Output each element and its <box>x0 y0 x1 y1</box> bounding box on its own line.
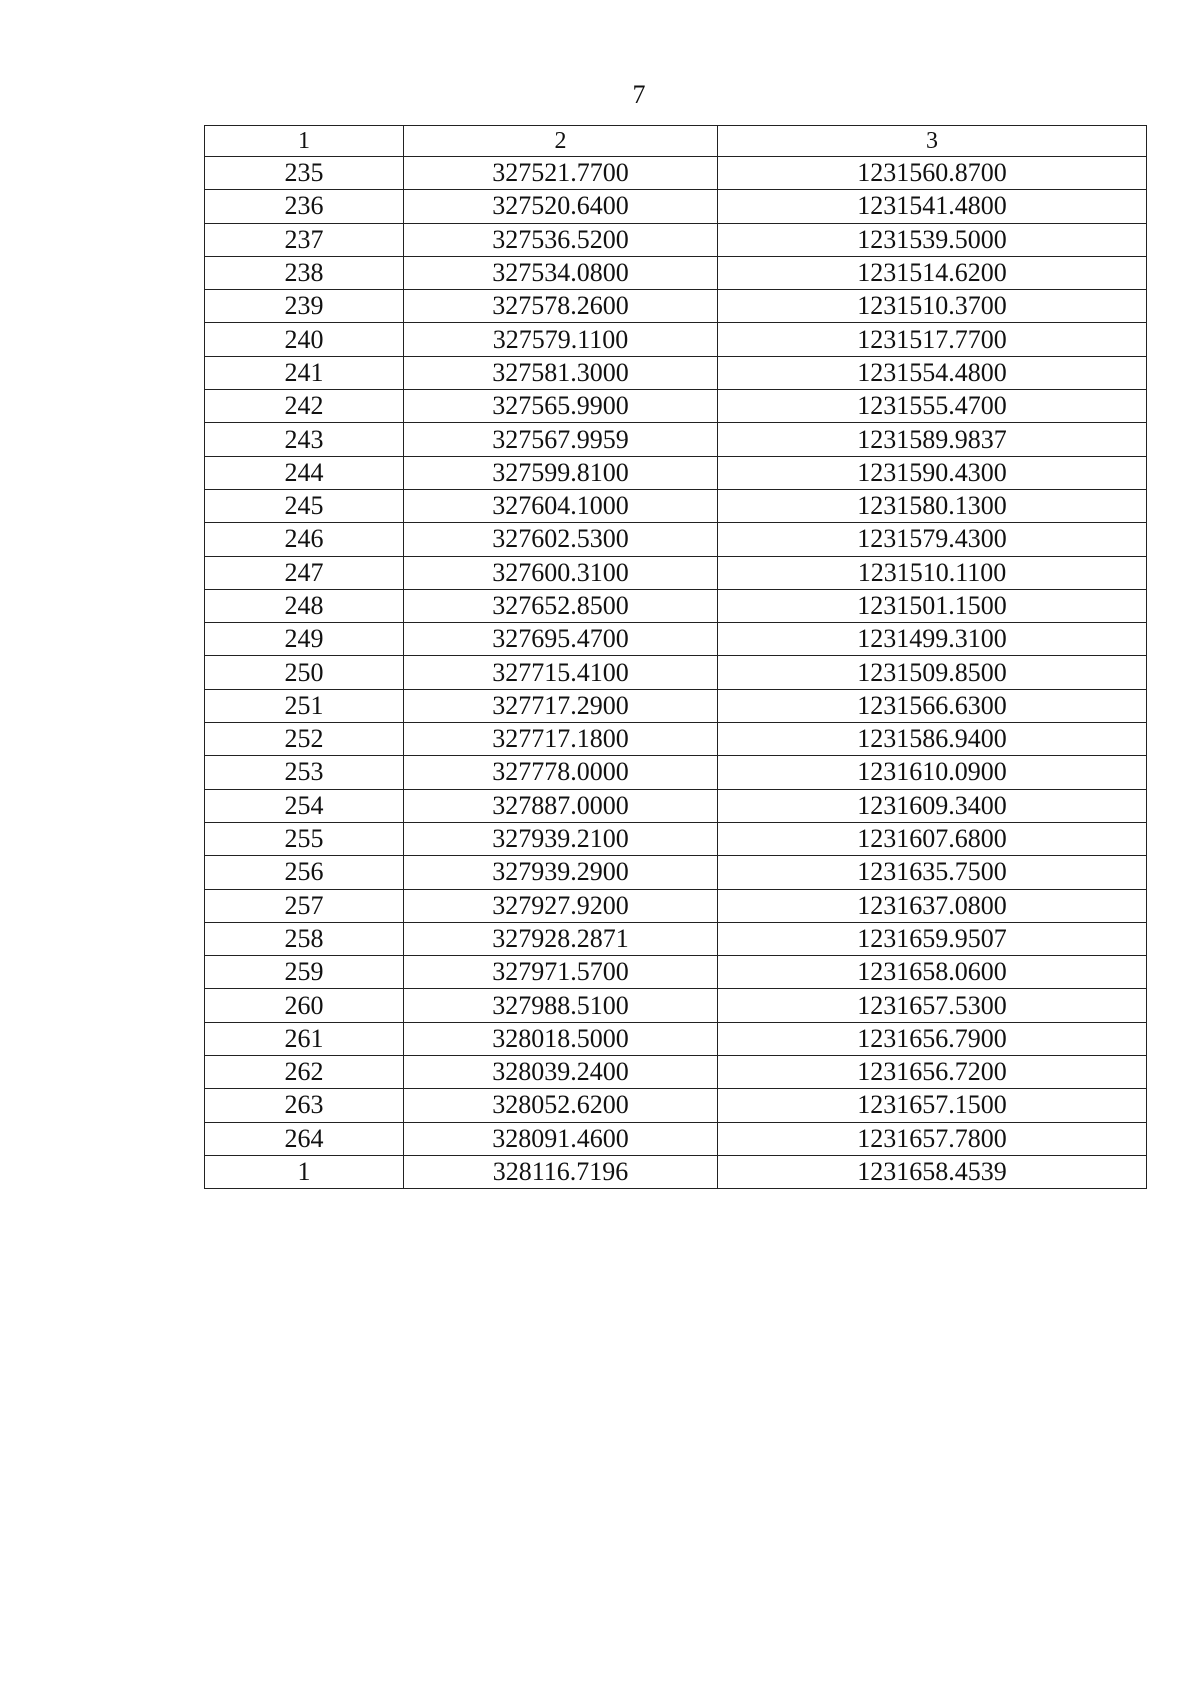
table-row <box>205 1089 1147 1122</box>
column-header-x: 2 <box>404 126 718 157</box>
cell-x-coordinate: 327971.5700 <box>404 956 718 989</box>
cell-y-coordinate: 1231555.4700 <box>718 390 1147 423</box>
cell-point-number: 245 <box>205 489 404 522</box>
cell-y-coordinate: 1231539.5000 <box>718 223 1147 256</box>
coordinates-table <box>204 125 1147 1189</box>
cell-x-coordinate: 327520.6400 <box>404 190 718 223</box>
page-number: 7 <box>632 80 646 109</box>
cell-y-coordinate: 1231607.6800 <box>718 822 1147 855</box>
table-row <box>205 856 1147 889</box>
cell-x-coordinate: 327604.1000 <box>404 489 718 522</box>
cell-y-coordinate: 1231656.7900 <box>718 1022 1147 1055</box>
cell-point-number: 261 <box>205 1022 404 1055</box>
cell-y-coordinate: 1231656.7200 <box>718 1056 1147 1089</box>
cell-point-number: 238 <box>205 256 404 289</box>
cell-x-coordinate: 327887.0000 <box>404 789 718 822</box>
cell-y-coordinate: 1231609.3400 <box>718 789 1147 822</box>
table-row <box>205 157 1147 190</box>
cell-y-coordinate: 1231517.7700 <box>718 323 1147 356</box>
cell-x-coordinate: 328018.5000 <box>404 1022 718 1055</box>
cell-y-coordinate: 1231514.6200 <box>718 256 1147 289</box>
cell-x-coordinate: 327602.5300 <box>404 523 718 556</box>
cell-point-number: 264 <box>205 1122 404 1155</box>
table-row <box>205 723 1147 756</box>
cell-point-number: 246 <box>205 523 404 556</box>
table-body <box>205 157 1147 1189</box>
cell-y-coordinate: 1231658.4539 <box>718 1155 1147 1188</box>
table-row <box>205 756 1147 789</box>
cell-point-number: 244 <box>205 456 404 489</box>
cell-point-number: 247 <box>205 556 404 589</box>
cell-x-coordinate: 327599.8100 <box>404 456 718 489</box>
cell-point-number: 252 <box>205 723 404 756</box>
table-row <box>205 1022 1147 1055</box>
cell-y-coordinate: 1231501.1500 <box>718 589 1147 622</box>
table-row <box>205 390 1147 423</box>
cell-x-coordinate: 328052.6200 <box>404 1089 718 1122</box>
cell-point-number: 249 <box>205 623 404 656</box>
cell-x-coordinate: 328091.4600 <box>404 1122 718 1155</box>
cell-point-number: 250 <box>205 656 404 689</box>
cell-y-coordinate: 1231510.1100 <box>718 556 1147 589</box>
table-row <box>205 456 1147 489</box>
table-row <box>205 989 1147 1022</box>
table-header-row <box>205 126 1147 157</box>
cell-y-coordinate: 1231499.3100 <box>718 623 1147 656</box>
cell-x-coordinate: 327927.9200 <box>404 889 718 922</box>
cell-y-coordinate: 1231509.8500 <box>718 656 1147 689</box>
table-row <box>205 689 1147 722</box>
cell-x-coordinate: 327534.0800 <box>404 256 718 289</box>
table-row <box>205 489 1147 522</box>
cell-x-coordinate: 327717.1800 <box>404 723 718 756</box>
table-row <box>205 956 1147 989</box>
cell-y-coordinate: 1231541.4800 <box>718 190 1147 223</box>
cell-point-number: 241 <box>205 356 404 389</box>
cell-x-coordinate: 327939.2100 <box>404 822 718 855</box>
cell-point-number: 263 <box>205 1089 404 1122</box>
cell-y-coordinate: 1231554.4800 <box>718 356 1147 389</box>
cell-x-coordinate: 327939.2900 <box>404 856 718 889</box>
cell-x-coordinate: 327652.8500 <box>404 589 718 622</box>
table-row <box>205 789 1147 822</box>
table-row <box>205 1056 1147 1089</box>
cell-x-coordinate: 327717.2900 <box>404 689 718 722</box>
cell-point-number: 259 <box>205 956 404 989</box>
table-row <box>205 556 1147 589</box>
cell-x-coordinate: 327695.4700 <box>404 623 718 656</box>
cell-point-number: 237 <box>205 223 404 256</box>
cell-x-coordinate: 327581.3000 <box>404 356 718 389</box>
cell-y-coordinate: 1231658.0600 <box>718 956 1147 989</box>
cell-x-coordinate: 327988.5100 <box>404 989 718 1022</box>
cell-point-number: 242 <box>205 390 404 423</box>
cell-point-number: 257 <box>205 889 404 922</box>
table-row <box>205 1155 1147 1188</box>
cell-point-number: 253 <box>205 756 404 789</box>
cell-x-coordinate: 327579.1100 <box>404 323 718 356</box>
cell-point-number: 1 <box>205 1155 404 1188</box>
cell-x-coordinate: 327928.2871 <box>404 922 718 955</box>
cell-point-number: 239 <box>205 290 404 323</box>
table-row <box>205 656 1147 689</box>
cell-x-coordinate: 327578.2600 <box>404 290 718 323</box>
cell-y-coordinate: 1231586.9400 <box>718 723 1147 756</box>
cell-x-coordinate: 328039.2400 <box>404 1056 718 1089</box>
cell-y-coordinate: 1231560.8700 <box>718 157 1147 190</box>
cell-point-number: 258 <box>205 922 404 955</box>
cell-y-coordinate: 1231637.0800 <box>718 889 1147 922</box>
table-row <box>205 423 1147 456</box>
cell-x-coordinate: 327600.3100 <box>404 556 718 589</box>
cell-y-coordinate: 1231580.1300 <box>718 489 1147 522</box>
cell-y-coordinate: 1231610.0900 <box>718 756 1147 789</box>
cell-y-coordinate: 1231510.3700 <box>718 290 1147 323</box>
column-header-point: 1 <box>205 126 404 157</box>
table-row <box>205 223 1147 256</box>
cell-x-coordinate: 327567.9959 <box>404 423 718 456</box>
cell-x-coordinate: 328116.7196 <box>404 1155 718 1188</box>
cell-point-number: 248 <box>205 589 404 622</box>
cell-y-coordinate: 1231657.7800 <box>718 1122 1147 1155</box>
cell-point-number: 251 <box>205 689 404 722</box>
cell-point-number: 235 <box>205 157 404 190</box>
cell-point-number: 256 <box>205 856 404 889</box>
cell-point-number: 243 <box>205 423 404 456</box>
cell-point-number: 255 <box>205 822 404 855</box>
cell-point-number: 262 <box>205 1056 404 1089</box>
cell-point-number: 254 <box>205 789 404 822</box>
table-row <box>205 589 1147 622</box>
table-row <box>205 523 1147 556</box>
table-row <box>205 889 1147 922</box>
table-row <box>205 290 1147 323</box>
cell-y-coordinate: 1231566.6300 <box>718 689 1147 722</box>
table-row <box>205 323 1147 356</box>
cell-y-coordinate: 1231657.5300 <box>718 989 1147 1022</box>
table-row <box>205 623 1147 656</box>
table-row <box>205 190 1147 223</box>
cell-y-coordinate: 1231659.9507 <box>718 922 1147 955</box>
table-row <box>205 922 1147 955</box>
cell-x-coordinate: 327715.4100 <box>404 656 718 689</box>
cell-point-number: 240 <box>205 323 404 356</box>
cell-y-coordinate: 1231579.4300 <box>718 523 1147 556</box>
column-header-y: 3 <box>718 126 1147 157</box>
table-row <box>205 356 1147 389</box>
cell-y-coordinate: 1231589.9837 <box>718 423 1147 456</box>
table-row <box>205 1122 1147 1155</box>
cell-point-number: 236 <box>205 190 404 223</box>
cell-x-coordinate: 327536.5200 <box>404 223 718 256</box>
table-row <box>205 256 1147 289</box>
cell-point-number: 260 <box>205 989 404 1022</box>
cell-x-coordinate: 327778.0000 <box>404 756 718 789</box>
cell-x-coordinate: 327521.7700 <box>404 157 718 190</box>
cell-y-coordinate: 1231657.1500 <box>718 1089 1147 1122</box>
cell-y-coordinate: 1231635.7500 <box>718 856 1147 889</box>
cell-x-coordinate: 327565.9900 <box>404 390 718 423</box>
cell-y-coordinate: 1231590.4300 <box>718 456 1147 489</box>
table-row <box>205 822 1147 855</box>
